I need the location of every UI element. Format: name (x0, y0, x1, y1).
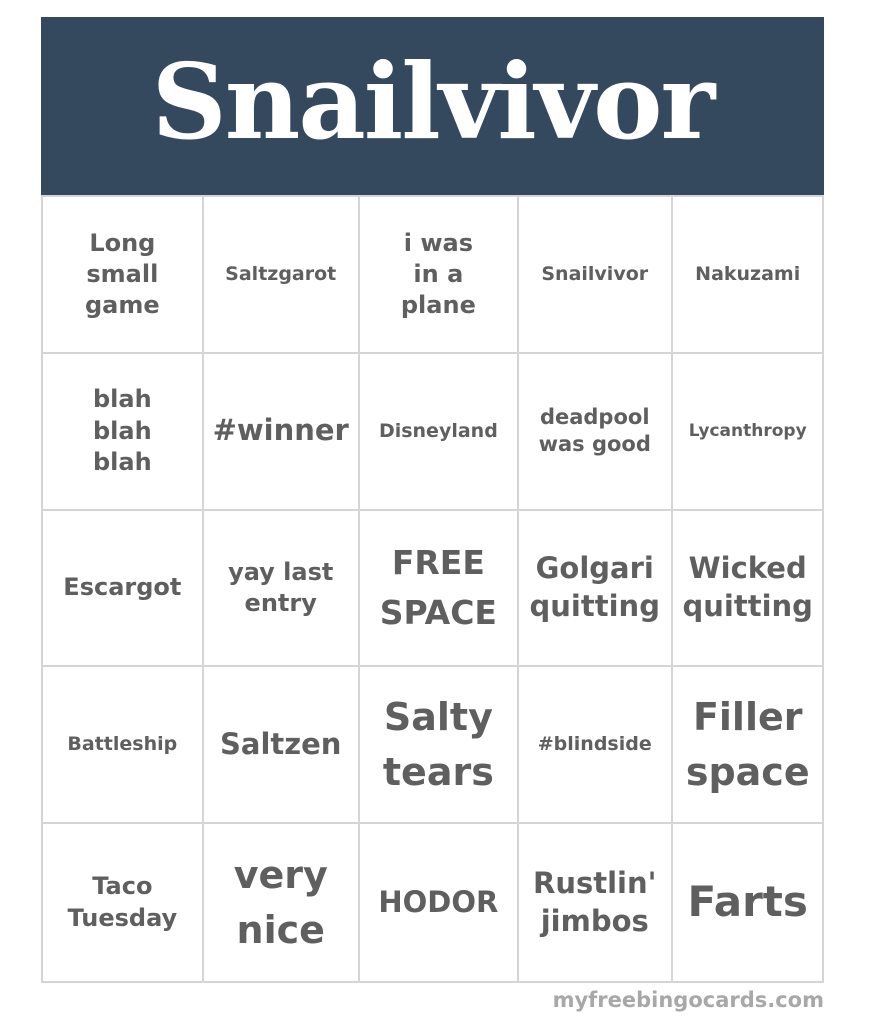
bingo-cell[interactable]: Golgari quitting (519, 511, 673, 668)
bingo-cell[interactable]: Saltzgarot (204, 197, 360, 354)
bingo-cell[interactable]: Nakuzami (673, 197, 823, 354)
card-header (41, 17, 824, 195)
bingo-grid (41, 195, 824, 983)
bingo-cell[interactable]: Long small game (43, 197, 204, 354)
card-title: Snailvivor (151, 40, 714, 163)
bingo-cell[interactable]: Lycanthropy (673, 354, 823, 511)
bingo-cell[interactable]: Filler space (673, 667, 823, 824)
bingo-cell[interactable]: Rustlin' jimbos (519, 824, 673, 981)
bingo-cell[interactable]: very nice (204, 824, 360, 981)
bingo-cell[interactable]: Salty tears (360, 667, 519, 824)
bingo-cell[interactable]: blah blah blah (43, 354, 204, 511)
bingo-cell[interactable]: Wicked quitting (673, 511, 823, 668)
bingo-cell[interactable]: Battleship (43, 667, 204, 824)
bingo-cell[interactable]: deadpool was good (519, 354, 673, 511)
bingo-cell[interactable]: Farts (687, 877, 808, 927)
bingo-cell[interactable]: Saltzen (204, 667, 360, 824)
bingo-cell[interactable]: Disneyland (360, 354, 519, 511)
bingo-cell[interactable]: yay last entry (204, 511, 360, 668)
bingo-cell[interactable]: Taco Tuesday (43, 824, 204, 981)
bingo-cell[interactable]: HODOR (360, 824, 519, 981)
site-watermark: myfreebingocards.com (552, 988, 824, 1012)
bingo-cell[interactable]: Snailvivor (519, 197, 673, 354)
bingo-cell[interactable]: Escargot (43, 511, 204, 668)
bingo-cell[interactable]: FREE SPACE (360, 511, 519, 668)
bingo-cell[interactable]: i was in a plane (360, 197, 519, 354)
bingo-cell[interactable]: #winner (204, 354, 360, 511)
bingo-cell[interactable]: #blindside (519, 667, 673, 824)
